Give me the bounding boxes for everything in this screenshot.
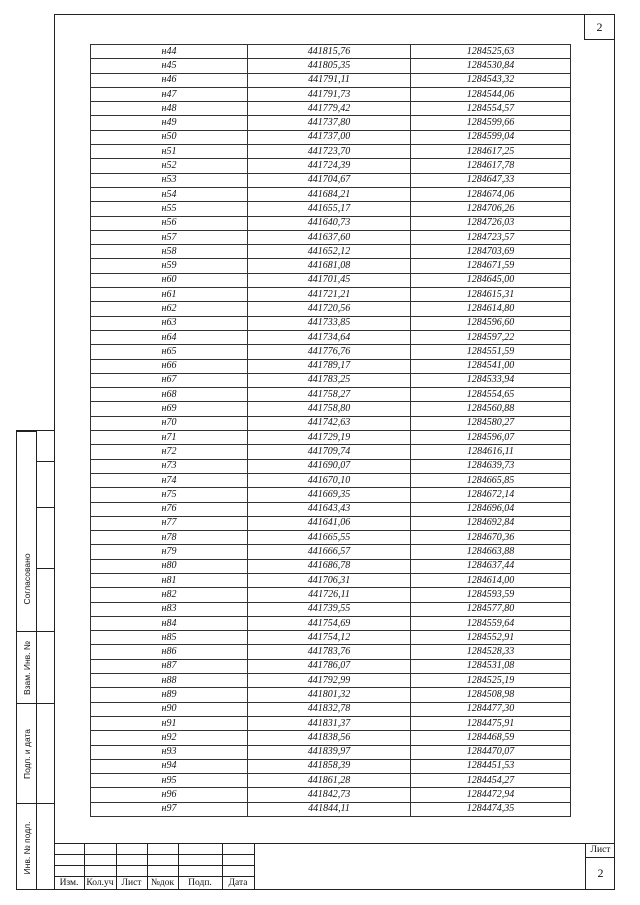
coordinate-row — [91, 488, 571, 502]
y-coordinate-cell: 1284531,08 — [411, 659, 571, 673]
coordinate-row — [91, 573, 571, 587]
y-coordinate-cell: 1284672,14 — [411, 488, 571, 502]
point-name-cell: н97 — [91, 802, 248, 816]
x-coordinate-cell: 441640,73 — [248, 216, 411, 230]
x-coordinate-cell: 441723,70 — [248, 145, 411, 159]
x-coordinate-cell: 441842,73 — [248, 788, 411, 802]
point-name-cell: н76 — [91, 502, 248, 516]
coordinate-row — [91, 716, 571, 730]
coordinate-row — [91, 45, 571, 59]
strip-divider — [37, 507, 55, 508]
x-coordinate-cell: 441739,55 — [248, 602, 411, 616]
coordinate-row — [91, 302, 571, 316]
tb-line — [254, 843, 255, 890]
x-coordinate-cell: 441844,11 — [248, 802, 411, 816]
coordinate-row — [91, 73, 571, 87]
x-coordinate-cell: 441666,57 — [248, 545, 411, 559]
coordinate-row — [91, 259, 571, 273]
y-coordinate-cell: 1284530,84 — [411, 59, 571, 73]
point-name-cell: н65 — [91, 345, 248, 359]
approval-strip — [16, 430, 36, 890]
coordinate-row — [91, 159, 571, 173]
y-coordinate-cell: 1284451,53 — [411, 759, 571, 773]
y-coordinate-cell: 1284599,66 — [411, 116, 571, 130]
point-name-cell: н91 — [91, 716, 248, 730]
x-coordinate-cell: 441758,80 — [248, 402, 411, 416]
y-coordinate-cell: 1284528,33 — [411, 645, 571, 659]
point-name-cell: н57 — [91, 230, 248, 244]
y-coordinate-cell: 1284474,35 — [411, 802, 571, 816]
y-coordinate-cell: 1284723,57 — [411, 230, 571, 244]
y-coordinate-cell: 1284615,31 — [411, 288, 571, 302]
approval-strip-sign-column — [36, 430, 54, 890]
x-coordinate-cell: 441792,99 — [248, 674, 411, 688]
x-coordinate-cell: 441641,06 — [248, 516, 411, 530]
tb-header-izm: Изм. — [59, 878, 79, 888]
y-coordinate-cell: 1284470,07 — [411, 745, 571, 759]
y-coordinate-cell: 1284559,64 — [411, 616, 571, 630]
point-name-cell: н79 — [91, 545, 248, 559]
x-coordinate-cell: 441684,21 — [248, 187, 411, 201]
point-name-cell: н52 — [91, 159, 248, 173]
x-coordinate-cell: 441758,27 — [248, 388, 411, 402]
point-name-cell: н74 — [91, 473, 248, 487]
point-name-cell: н70 — [91, 416, 248, 430]
x-coordinate-cell: 441737,00 — [248, 130, 411, 144]
x-coordinate-cell: 441754,12 — [248, 631, 411, 645]
x-coordinate-cell: 441754,69 — [248, 616, 411, 630]
point-name-cell: н82 — [91, 588, 248, 602]
coordinate-row — [91, 202, 571, 216]
point-name-cell: н69 — [91, 402, 248, 416]
x-coordinate-cell: 441637,60 — [248, 230, 411, 244]
point-name-cell: н84 — [91, 616, 248, 630]
coordinate-row — [91, 702, 571, 716]
y-coordinate-cell: 1284614,00 — [411, 573, 571, 587]
title-block — [54, 843, 615, 890]
x-coordinate-cell: 441724,39 — [248, 159, 411, 173]
coordinates-table — [90, 44, 571, 817]
point-name-cell: н80 — [91, 559, 248, 573]
strip-divider — [37, 703, 55, 704]
x-coordinate-cell: 441706,31 — [248, 573, 411, 587]
x-coordinate-cell: 441783,76 — [248, 645, 411, 659]
coordinate-row — [91, 473, 571, 487]
y-coordinate-cell: 1284475,91 — [411, 716, 571, 730]
x-coordinate-cell: 441729,19 — [248, 431, 411, 445]
y-coordinate-cell: 1284577,80 — [411, 602, 571, 616]
coordinate-row — [91, 416, 571, 430]
sign-date-label: Подп. и дата — [22, 728, 32, 779]
inv-orig-label: Инв. № подл. — [22, 821, 32, 874]
coordinate-row — [91, 516, 571, 530]
coordinate-row — [91, 545, 571, 559]
x-coordinate-cell: 441652,12 — [248, 245, 411, 259]
inv-swap-cell — [17, 631, 37, 703]
x-coordinate-cell: 441726,11 — [248, 588, 411, 602]
y-coordinate-cell: 1284706,26 — [411, 202, 571, 216]
point-name-cell: н88 — [91, 674, 248, 688]
inv-swap-label: Взам. Инв. № — [22, 640, 32, 695]
point-name-cell: н63 — [91, 316, 248, 330]
x-coordinate-cell: 441861,28 — [248, 774, 411, 788]
x-coordinate-cell: 441783,25 — [248, 373, 411, 387]
x-coordinate-cell: 441720,56 — [248, 302, 411, 316]
y-coordinate-cell: 1284596,60 — [411, 316, 571, 330]
y-coordinate-cell: 1284551,59 — [411, 345, 571, 359]
coordinate-row — [91, 373, 571, 387]
point-name-cell: н51 — [91, 145, 248, 159]
y-coordinate-cell: 1284637,44 — [411, 559, 571, 573]
strip-divider — [37, 803, 55, 804]
y-coordinate-cell: 1284616,11 — [411, 445, 571, 459]
coordinate-row — [91, 245, 571, 259]
y-coordinate-cell: 1284508,98 — [411, 688, 571, 702]
x-coordinate-cell: 441669,35 — [248, 488, 411, 502]
point-name-cell: н85 — [91, 631, 248, 645]
x-coordinate-cell: 441831,37 — [248, 716, 411, 730]
inv-orig-cell — [17, 803, 37, 891]
x-coordinate-cell: 441815,76 — [248, 45, 411, 59]
y-coordinate-cell: 1284663,88 — [411, 545, 571, 559]
coordinate-row — [91, 402, 571, 416]
y-coordinate-cell: 1284533,94 — [411, 373, 571, 387]
point-name-cell: н50 — [91, 130, 248, 144]
y-coordinate-cell: 1284472,94 — [411, 788, 571, 802]
y-coordinate-cell: 1284647,33 — [411, 173, 571, 187]
point-name-cell: н54 — [91, 187, 248, 201]
coordinate-row — [91, 230, 571, 244]
point-name-cell: н83 — [91, 602, 248, 616]
coordinate-row — [91, 359, 571, 373]
coordinate-row — [91, 330, 571, 344]
y-coordinate-cell: 1284560,88 — [411, 402, 571, 416]
tb-header-podp: Подп. — [188, 878, 212, 888]
y-coordinate-cell: 1284599,04 — [411, 130, 571, 144]
y-coordinate-cell: 1284525,63 — [411, 45, 571, 59]
coordinate-row — [91, 145, 571, 159]
coordinate-row — [91, 731, 571, 745]
point-name-cell: н96 — [91, 788, 248, 802]
coordinate-row — [91, 502, 571, 516]
y-coordinate-cell: 1284477,30 — [411, 702, 571, 716]
point-name-cell: н93 — [91, 745, 248, 759]
point-name-cell: н90 — [91, 702, 248, 716]
x-coordinate-cell: 441839,97 — [248, 745, 411, 759]
coordinates-table-body — [91, 45, 571, 817]
x-coordinate-cell: 441690,07 — [248, 459, 411, 473]
coordinate-row — [91, 431, 571, 445]
point-name-cell: н73 — [91, 459, 248, 473]
coordinate-row — [91, 588, 571, 602]
y-coordinate-cell: 1284670,36 — [411, 531, 571, 545]
sign-date-cell — [17, 703, 37, 803]
coordinate-row — [91, 459, 571, 473]
coordinate-row — [91, 130, 571, 144]
point-name-cell: н94 — [91, 759, 248, 773]
coordinate-row — [91, 802, 571, 816]
y-coordinate-cell: 1284468,59 — [411, 731, 571, 745]
point-name-cell: н47 — [91, 87, 248, 101]
sheet-number: 2 — [597, 866, 604, 880]
y-coordinate-cell: 1284692,84 — [411, 516, 571, 530]
point-name-cell: н78 — [91, 531, 248, 545]
y-coordinate-cell: 1284554,57 — [411, 102, 571, 116]
point-name-cell: н95 — [91, 774, 248, 788]
point-name-cell: н86 — [91, 645, 248, 659]
coordinate-row — [91, 788, 571, 802]
coordinate-row — [91, 273, 571, 287]
point-name-cell: н92 — [91, 731, 248, 745]
y-coordinate-cell: 1284617,25 — [411, 145, 571, 159]
x-coordinate-cell: 441665,55 — [248, 531, 411, 545]
coordinate-row — [91, 388, 571, 402]
coordinate-row — [91, 745, 571, 759]
point-name-cell: н75 — [91, 488, 248, 502]
x-coordinate-cell: 441686,78 — [248, 559, 411, 573]
tb-line — [54, 843, 615, 844]
point-name-cell: н53 — [91, 173, 248, 187]
y-coordinate-cell: 1284645,00 — [411, 273, 571, 287]
x-coordinate-cell: 441838,56 — [248, 731, 411, 745]
x-coordinate-cell: 441681,08 — [248, 259, 411, 273]
x-coordinate-cell: 441704,67 — [248, 173, 411, 187]
x-coordinate-cell: 441776,76 — [248, 345, 411, 359]
y-coordinate-cell: 1284597,22 — [411, 330, 571, 344]
x-coordinate-cell: 441791,73 — [248, 87, 411, 101]
point-name-cell: н44 — [91, 45, 248, 59]
y-coordinate-cell: 1284617,78 — [411, 159, 571, 173]
point-name-cell: н72 — [91, 445, 248, 459]
x-coordinate-cell: 441670,10 — [248, 473, 411, 487]
y-coordinate-cell: 1284593,59 — [411, 588, 571, 602]
y-coordinate-cell: 1284525,19 — [411, 674, 571, 688]
strip-divider — [37, 568, 55, 569]
point-name-cell: н62 — [91, 302, 248, 316]
point-name-cell: н60 — [91, 273, 248, 287]
y-coordinate-cell: 1284703,69 — [411, 245, 571, 259]
coordinate-row — [91, 688, 571, 702]
x-coordinate-cell: 441701,45 — [248, 273, 411, 287]
x-coordinate-cell: 441779,42 — [248, 102, 411, 116]
y-coordinate-cell: 1284726,03 — [411, 216, 571, 230]
y-coordinate-cell: 1284596,07 — [411, 431, 571, 445]
coordinate-row — [91, 116, 571, 130]
coordinate-row — [91, 631, 571, 645]
point-name-cell: н45 — [91, 59, 248, 73]
point-name-cell: н87 — [91, 659, 248, 673]
y-coordinate-cell: 1284543,32 — [411, 73, 571, 87]
x-coordinate-cell: 441709,74 — [248, 445, 411, 459]
coordinate-row — [91, 316, 571, 330]
x-coordinate-cell: 441643,43 — [248, 502, 411, 516]
y-coordinate-cell: 1284674,06 — [411, 187, 571, 201]
y-coordinate-cell: 1284580,27 — [411, 416, 571, 430]
point-name-cell: н66 — [91, 359, 248, 373]
x-coordinate-cell: 441801,32 — [248, 688, 411, 702]
coordinate-row — [91, 774, 571, 788]
page-number-corner: 2 — [584, 15, 614, 40]
x-coordinate-cell: 441805,35 — [248, 59, 411, 73]
agreed-label: Согласовано — [22, 553, 32, 605]
x-coordinate-cell: 441733,85 — [248, 316, 411, 330]
y-coordinate-cell: 1284544,06 — [411, 87, 571, 101]
point-name-cell: н55 — [91, 202, 248, 216]
y-coordinate-cell: 1284665,85 — [411, 473, 571, 487]
y-coordinate-cell: 1284614,80 — [411, 302, 571, 316]
coordinate-row — [91, 645, 571, 659]
point-name-cell: н59 — [91, 259, 248, 273]
x-coordinate-cell: 441832,78 — [248, 702, 411, 716]
point-name-cell: н71 — [91, 431, 248, 445]
x-coordinate-cell: 441737,80 — [248, 116, 411, 130]
agreed-cell — [17, 431, 37, 631]
coordinate-row — [91, 102, 571, 116]
x-coordinate-cell: 441858,39 — [248, 759, 411, 773]
y-coordinate-cell: 1284552,91 — [411, 631, 571, 645]
y-coordinate-cell: 1284541,00 — [411, 359, 571, 373]
coordinate-row — [91, 87, 571, 101]
tb-header-kol-uch: Кол.уч — [86, 878, 114, 888]
y-coordinate-cell: 1284454,27 — [411, 774, 571, 788]
tb-header-list: Лист — [121, 878, 142, 888]
x-coordinate-cell: 441655,17 — [248, 202, 411, 216]
point-name-cell: н67 — [91, 373, 248, 387]
point-name-cell: н49 — [91, 116, 248, 130]
point-name-cell: н77 — [91, 516, 248, 530]
coordinate-row — [91, 559, 571, 573]
x-coordinate-cell: 441786,07 — [248, 659, 411, 673]
y-coordinate-cell: 1284671,59 — [411, 259, 571, 273]
x-coordinate-cell: 441789,17 — [248, 359, 411, 373]
point-name-cell: н48 — [91, 102, 248, 116]
y-coordinate-cell: 1284696,04 — [411, 502, 571, 516]
point-name-cell: н56 — [91, 216, 248, 230]
y-coordinate-cell: 1284554,65 — [411, 388, 571, 402]
sheet-label: Лист — [590, 845, 611, 855]
point-name-cell: н89 — [91, 688, 248, 702]
x-coordinate-cell: 441742,63 — [248, 416, 411, 430]
point-name-cell: н64 — [91, 330, 248, 344]
tb-header-data: Дата — [228, 878, 248, 888]
x-coordinate-cell: 441734,64 — [248, 330, 411, 344]
coordinate-row — [91, 59, 571, 73]
coordinate-row — [91, 759, 571, 773]
tb-header-ndok: №док — [150, 878, 175, 888]
strip-divider — [37, 461, 55, 462]
point-name-cell: н81 — [91, 573, 248, 587]
coordinate-row — [91, 445, 571, 459]
coordinate-row — [91, 173, 571, 187]
coordinate-row — [91, 602, 571, 616]
strip-divider — [37, 631, 55, 632]
y-coordinate-cell: 1284639,73 — [411, 459, 571, 473]
coordinate-row — [91, 345, 571, 359]
coordinate-row — [91, 288, 571, 302]
x-coordinate-cell: 441791,11 — [248, 73, 411, 87]
coordinate-row — [91, 531, 571, 545]
point-name-cell: н58 — [91, 245, 248, 259]
coordinate-row — [91, 616, 571, 630]
coordinate-row — [91, 216, 571, 230]
coordinate-row — [91, 674, 571, 688]
point-name-cell: н68 — [91, 388, 248, 402]
point-name-cell: н46 — [91, 73, 248, 87]
coordinate-row — [91, 187, 571, 201]
coordinate-row — [91, 659, 571, 673]
point-name-cell: н61 — [91, 288, 248, 302]
x-coordinate-cell: 441721,21 — [248, 288, 411, 302]
